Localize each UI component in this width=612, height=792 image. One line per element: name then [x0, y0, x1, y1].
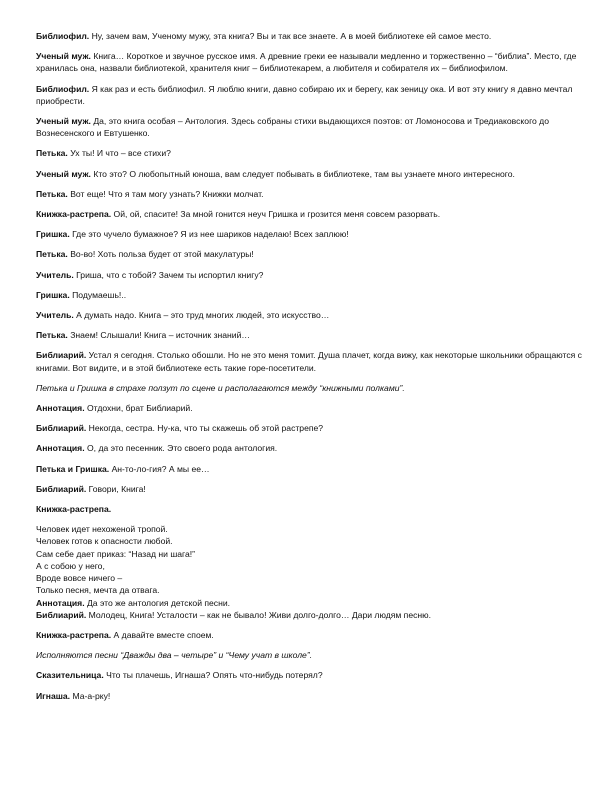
dialogue-text: Где это чучело бумажное? Я из нее шариков наделаю! Всех заплюю!: [69, 229, 349, 240]
speaker-name: Книжка-растрепа.: [36, 504, 112, 515]
verse-line: Человек готов к опасности любой.: [36, 536, 173, 547]
dialogue-text: Отдохни, брат Библиарий.: [84, 403, 193, 414]
dialogue-text: Во-во! Хоть польза будет от этой макулатуры!: [67, 249, 254, 260]
speaker-name: Ученый муж.: [36, 168, 91, 179]
dialogue-line: [36, 669, 584, 681]
speaker-name: Ученый муж.: [36, 51, 91, 62]
dialogue-line: [36, 208, 584, 220]
dialogue-text: Некогда, сестра. Ну-ка, что ты скажешь об этой растрепе?: [86, 423, 324, 434]
speaker-name: Гришка.: [36, 289, 70, 300]
speaker-name: Петька и Гришка.: [36, 463, 110, 474]
dialogue-text: Гриша, что с тобой? Зачем ты испортил книгу?: [73, 269, 264, 280]
speaker-name: Библиарий.: [36, 483, 87, 494]
dialogue-line: [36, 483, 584, 495]
speaker-name: Библиофил.: [36, 83, 90, 94]
speaker-name: Книжка-растрепа.: [36, 629, 112, 640]
dialogue-text: Ну, зачем вам, Ученому мужу, эта книга? Вы и так все знаете. А в моей библиотеке ей самое место.: [89, 31, 492, 41]
speaker-name: Библиарий.: [36, 609, 87, 620]
stage-direction: Исполняются песни “Дважды два – четыре” и “Чему учат в школе”.: [36, 650, 313, 661]
dialogue-text: Знаем! Слышали! Книга – источник знаний…: [67, 330, 250, 341]
speaker-name: Аннотация.: [36, 403, 85, 414]
dialogue-line: [36, 503, 584, 515]
speaker-name: Ученый муж.: [36, 116, 91, 127]
dialogue-line: [36, 597, 584, 609]
speaker-name: Библиарий.: [36, 350, 87, 361]
speaker-name: Петька.: [36, 148, 68, 159]
speaker-name: Сказительница.: [36, 670, 104, 681]
speaker-name: Учитель.: [36, 269, 74, 280]
speaker-name: Библиарий.: [36, 423, 87, 434]
dialogue-line: [36, 188, 584, 200]
dialogue-text: Да это же антология детской песни.: [84, 597, 231, 608]
dialogue-text: Я как раз и есть библиофил. Я люблю книги, давно собираю их и берегу, как зеницу ока. И вот эту книгу я давно мечтал приобрести.: [36, 83, 573, 106]
dialogue-text: Ой, ой, спасите! За мной гонится неуч Гришка и грозится меня совсем разорвать.: [111, 209, 441, 220]
speaker-name: Гришка.: [36, 229, 70, 240]
dialogue-line: [36, 422, 584, 434]
dialogue-line: [36, 30, 584, 42]
verse-line: Вроде вовсе ничего –: [36, 573, 123, 584]
dialogue-line: [36, 402, 584, 414]
dialogue-text: А думать надо. Книга – это труд многих людей, это искусство…: [73, 310, 330, 321]
stage-direction: Петька и Гришка в страхе ползут по сцене и располагаются между “книжными полками”.: [36, 382, 405, 393]
verse-line: А с собою у него,: [36, 560, 105, 571]
dialogue-line: [36, 168, 584, 180]
dialogue-line: [36, 228, 584, 240]
dialogue-line: [36, 269, 584, 281]
dialogue-line: [36, 309, 584, 321]
dialogue-text: Говори, Книга!: [86, 483, 146, 494]
dialogue-text: Да, это книга особая – Антология. Здесь собраны стихи выдающихся поэтов: от Ломоносова и Тредиаковского до Вознесенского и Евтушенко.: [36, 116, 549, 139]
verse-line: Только песня, мечта да отвага.: [36, 585, 160, 596]
dialogue-text: Молодец, Книга! Усталости – как не бывало! Живи долго-долго… Дари людям песню.: [86, 609, 431, 620]
dialogue-text: Ма-а-рку!: [70, 690, 111, 701]
dialogue-text: Что ты плачешь, Игнаша? Опять что-нибудь потерял?: [103, 670, 323, 681]
dialogue-line: [36, 442, 584, 454]
dialogue-line: [36, 83, 584, 107]
dialogue-line: [36, 629, 584, 641]
speaker-name: Петька.: [36, 188, 68, 199]
dialogue-line: [36, 690, 584, 702]
dialogue-line: [36, 609, 584, 621]
speaker-name: Игнаша.: [36, 690, 71, 701]
verse-line: Сам себе дает приказ: “Назад ни шага!”: [36, 548, 195, 559]
verse-line: Человек идет нехоженой тропой.: [36, 524, 168, 535]
speaker-name: Книжка-растрепа.: [36, 209, 112, 220]
speaker-name: Учитель.: [36, 310, 74, 321]
dialogue-text: Ан-то-ло-гия? А мы ее…: [109, 463, 210, 474]
song-verse: [36, 523, 584, 608]
dialogue-line: [36, 50, 584, 74]
dialogue-text: Книга… Короткое и звучное русское имя. А древние греки ее называли медленно и торжественно – “библиа”. Место, где хранилась она, назвали библиотекой, хранителя книг – библиотекарем, а любителя и собирателя их – библиофилом.: [36, 51, 577, 74]
dialogue-text: О, да это песенник. Это своего рода антология.: [84, 443, 278, 454]
dialogue-line: [36, 349, 584, 373]
dialogue-text: Устал я сегодня. Столько обошли. Но не это меня томит. Душа плачет, когда вижу, как некоторые школьники обращаются с книгами. Вот видите, и в этой библиотеке есть такие горе-посетители.: [36, 350, 582, 373]
dialogue-text: Ух ты! И что – все стихи?: [67, 148, 171, 159]
dialogue-line: [36, 329, 584, 341]
dialogue-line: [36, 147, 584, 159]
dialogue-line: [36, 248, 584, 260]
dialogue-text: Подумаешь!..: [69, 289, 127, 300]
dialogue-text: А давайте вместе споем.: [111, 629, 214, 640]
document-page: [36, 30, 584, 710]
dialogue-text: Вот еще! Что я там могу узнать? Книжки молчат.: [67, 188, 264, 199]
speaker-name: Библиофил.: [36, 31, 90, 41]
dialogue-line: [36, 463, 584, 475]
speaker-name: Аннотация.: [36, 443, 85, 454]
speaker-name: Петька.: [36, 249, 68, 260]
speaker-name: Аннотация.: [36, 597, 85, 608]
dialogue-line: [36, 115, 584, 139]
dialogue-line: [36, 289, 584, 301]
speaker-name: Петька.: [36, 330, 68, 341]
dialogue-text: Кто это? О любопытный юноша, вам следует побывать в библиотеке, там вы узнаете много интересного.: [90, 168, 515, 179]
